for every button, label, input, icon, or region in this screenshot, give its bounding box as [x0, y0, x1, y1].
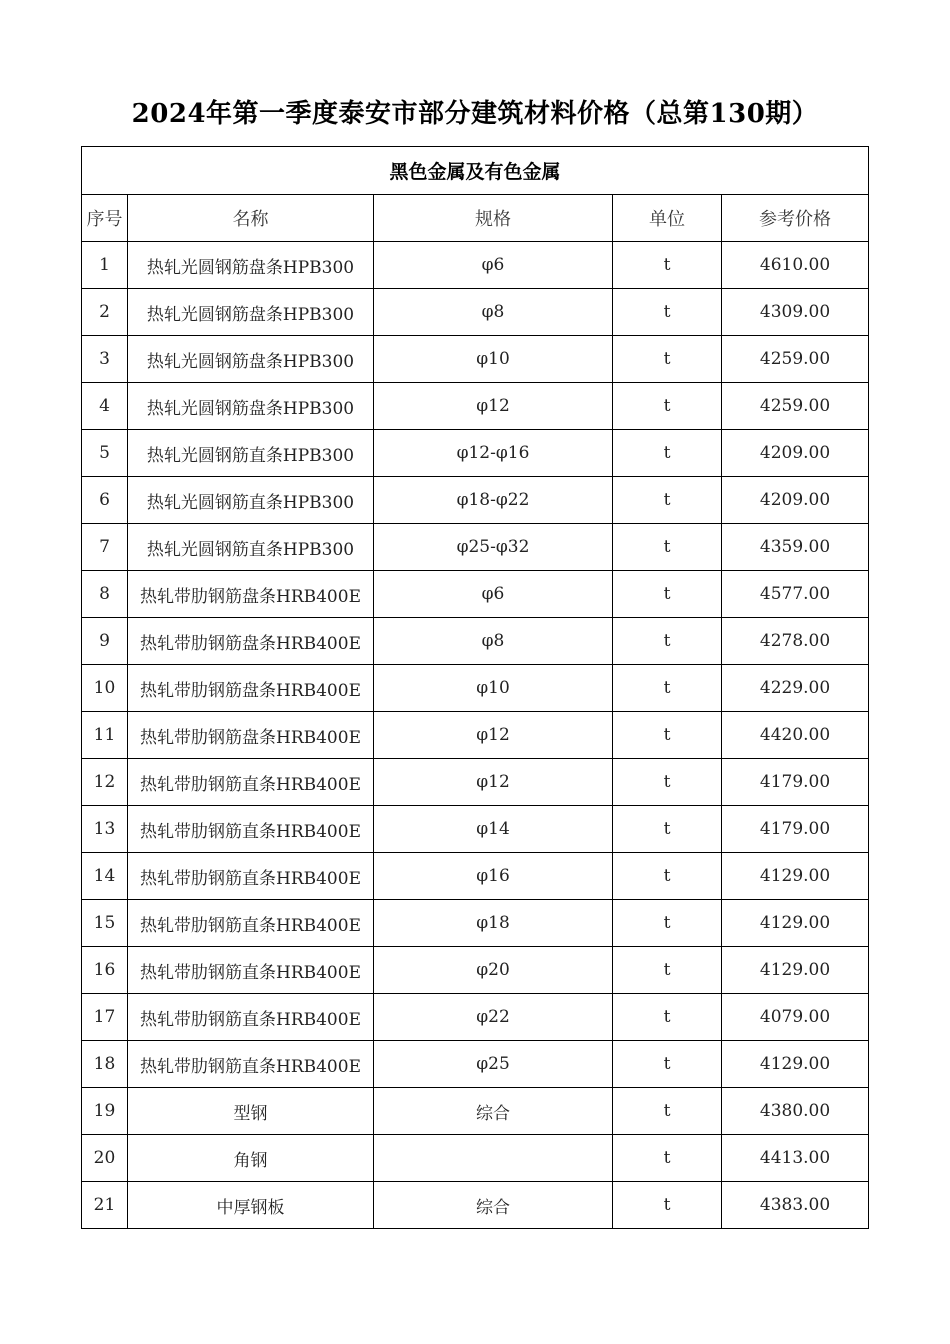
- cell-name: 热轧带肋钢筋盘条HRB400E: [128, 618, 374, 665]
- cell-price: 4179.00: [722, 759, 869, 806]
- cell-no: 13: [82, 806, 128, 853]
- table-row: [82, 759, 869, 806]
- cell-spec: φ8: [374, 618, 613, 665]
- cell-price: 4209.00: [722, 430, 869, 477]
- cell-name: 热轧带肋钢筋盘条HRB400E: [128, 712, 374, 759]
- cell-unit: t: [613, 947, 722, 994]
- cell-spec: 综合: [374, 1182, 613, 1229]
- table-row: [82, 618, 869, 665]
- cell-unit: t: [613, 242, 722, 289]
- cell-spec: φ12: [374, 759, 613, 806]
- cell-no: 16: [82, 947, 128, 994]
- table-row: [82, 1135, 869, 1182]
- table-row: [82, 336, 869, 383]
- cell-name: 热轧光圆钢筋直条HPB300: [128, 430, 374, 477]
- cell-price: 4129.00: [722, 900, 869, 947]
- cell-spec: φ12-φ16: [374, 430, 613, 477]
- table-row: [82, 712, 869, 759]
- cell-no: 1: [82, 242, 128, 289]
- cell-name: 热轧光圆钢筋盘条HPB300: [128, 383, 374, 430]
- cell-name: 热轧带肋钢筋直条HRB400E: [128, 759, 374, 806]
- section-title: 黑色金属及有色金属: [82, 147, 869, 195]
- cell-unit: t: [613, 759, 722, 806]
- cell-unit: t: [613, 900, 722, 947]
- cell-spec: φ6: [374, 571, 613, 618]
- cell-price: 4259.00: [722, 336, 869, 383]
- cell-price: 4577.00: [722, 571, 869, 618]
- column-header-unit: 单位: [613, 195, 722, 242]
- table-row: [82, 1088, 869, 1135]
- table-row: [82, 242, 869, 289]
- cell-unit: t: [613, 430, 722, 477]
- table-row: [82, 853, 869, 900]
- cell-spec: φ12: [374, 383, 613, 430]
- cell-unit: t: [613, 1088, 722, 1135]
- cell-name: 中厚钢板: [128, 1182, 374, 1229]
- cell-price: 4309.00: [722, 289, 869, 336]
- cell-no: 2: [82, 289, 128, 336]
- table-row: [82, 806, 869, 853]
- cell-no: 7: [82, 524, 128, 571]
- cell-price: 4610.00: [722, 242, 869, 289]
- cell-name: 热轧带肋钢筋直条HRB400E: [128, 994, 374, 1041]
- cell-unit: t: [613, 665, 722, 712]
- table-row: [82, 524, 869, 571]
- cell-name: 热轧带肋钢筋盘条HRB400E: [128, 665, 374, 712]
- cell-name: 热轧光圆钢筋直条HPB300: [128, 524, 374, 571]
- cell-price: 4209.00: [722, 477, 869, 524]
- cell-no: 8: [82, 571, 128, 618]
- cell-spec: φ10: [374, 336, 613, 383]
- cell-price: 4359.00: [722, 524, 869, 571]
- table-row: [82, 1041, 869, 1088]
- cell-price: 4383.00: [722, 1182, 869, 1229]
- cell-unit: t: [613, 806, 722, 853]
- cell-unit: t: [613, 336, 722, 383]
- cell-price: 4179.00: [722, 806, 869, 853]
- cell-no: 3: [82, 336, 128, 383]
- column-header-no: 序号: [82, 195, 128, 242]
- cell-name: 热轧带肋钢筋盘条HRB400E: [128, 571, 374, 618]
- cell-spec: 综合: [374, 1088, 613, 1135]
- cell-no: 20: [82, 1135, 128, 1182]
- cell-no: 18: [82, 1041, 128, 1088]
- column-header-row: [82, 195, 869, 242]
- table-row: [82, 383, 869, 430]
- cell-spec: φ25: [374, 1041, 613, 1088]
- table-row: [82, 1182, 869, 1229]
- cell-unit: t: [613, 477, 722, 524]
- table-row: [82, 665, 869, 712]
- table-row: [82, 289, 869, 336]
- cell-price: 4129.00: [722, 1041, 869, 1088]
- cell-price: 4278.00: [722, 618, 869, 665]
- cell-spec: φ8: [374, 289, 613, 336]
- cell-name: 热轧带肋钢筋直条HRB400E: [128, 947, 374, 994]
- table-row: [82, 430, 869, 477]
- table-row: [82, 900, 869, 947]
- table-row: [82, 477, 869, 524]
- cell-no: 6: [82, 477, 128, 524]
- cell-spec: φ25-φ32: [374, 524, 613, 571]
- cell-name: 角钢: [128, 1135, 374, 1182]
- cell-price: 4413.00: [722, 1135, 869, 1182]
- cell-price: 4420.00: [722, 712, 869, 759]
- cell-spec: φ18-φ22: [374, 477, 613, 524]
- cell-no: 14: [82, 853, 128, 900]
- cell-spec: φ14: [374, 806, 613, 853]
- cell-no: 9: [82, 618, 128, 665]
- cell-name: 热轧光圆钢筋盘条HPB300: [128, 242, 374, 289]
- cell-unit: t: [613, 289, 722, 336]
- cell-spec: φ20: [374, 947, 613, 994]
- cell-no: 5: [82, 430, 128, 477]
- column-header-spec: 规格: [374, 195, 613, 242]
- cell-spec: φ18: [374, 900, 613, 947]
- table-row: [82, 994, 869, 1041]
- cell-no: 4: [82, 383, 128, 430]
- cell-price: 4129.00: [722, 853, 869, 900]
- cell-name: 热轧光圆钢筋直条HPB300: [128, 477, 374, 524]
- column-header-price: 参考价格: [722, 195, 869, 242]
- cell-spec: φ16: [374, 853, 613, 900]
- cell-unit: t: [613, 1135, 722, 1182]
- cell-price: 4129.00: [722, 947, 869, 994]
- cell-unit: t: [613, 618, 722, 665]
- cell-unit: t: [613, 994, 722, 1041]
- table-row: [82, 947, 869, 994]
- cell-no: 15: [82, 900, 128, 947]
- cell-name: 热轧带肋钢筋直条HRB400E: [128, 1041, 374, 1088]
- cell-unit: t: [613, 1182, 722, 1229]
- cell-unit: t: [613, 383, 722, 430]
- cell-spec: [374, 1135, 613, 1182]
- cell-name: 热轧带肋钢筋直条HRB400E: [128, 900, 374, 947]
- cell-unit: t: [613, 712, 722, 759]
- cell-price: 4380.00: [722, 1088, 869, 1135]
- column-header-name: 名称: [128, 195, 374, 242]
- section-header-row: [82, 147, 869, 195]
- cell-no: 19: [82, 1088, 128, 1135]
- cell-no: 10: [82, 665, 128, 712]
- cell-price: 4079.00: [722, 994, 869, 1041]
- cell-unit: t: [613, 1041, 722, 1088]
- cell-name: 热轧带肋钢筋直条HRB400E: [128, 853, 374, 900]
- cell-unit: t: [613, 853, 722, 900]
- cell-price: 4229.00: [722, 665, 869, 712]
- cell-spec: φ22: [374, 994, 613, 1041]
- cell-unit: t: [613, 571, 722, 618]
- cell-no: 11: [82, 712, 128, 759]
- cell-name: 热轧光圆钢筋盘条HPB300: [128, 289, 374, 336]
- cell-unit: t: [613, 524, 722, 571]
- cell-spec: φ10: [374, 665, 613, 712]
- cell-price: 4259.00: [722, 383, 869, 430]
- cell-spec: φ6: [374, 242, 613, 289]
- cell-spec: φ12: [374, 712, 613, 759]
- table-row: [82, 571, 869, 618]
- cell-no: 12: [82, 759, 128, 806]
- cell-name: 型钢: [128, 1088, 374, 1135]
- page-title: 2024年第一季度泰安市部分建筑材料价格（总第130期）: [131, 99, 819, 129]
- cell-no: 21: [82, 1182, 128, 1229]
- price-table: [81, 146, 869, 1229]
- cell-name: 热轧带肋钢筋直条HRB400E: [128, 806, 374, 853]
- cell-name: 热轧光圆钢筋盘条HPB300: [128, 336, 374, 383]
- cell-no: 17: [82, 994, 128, 1041]
